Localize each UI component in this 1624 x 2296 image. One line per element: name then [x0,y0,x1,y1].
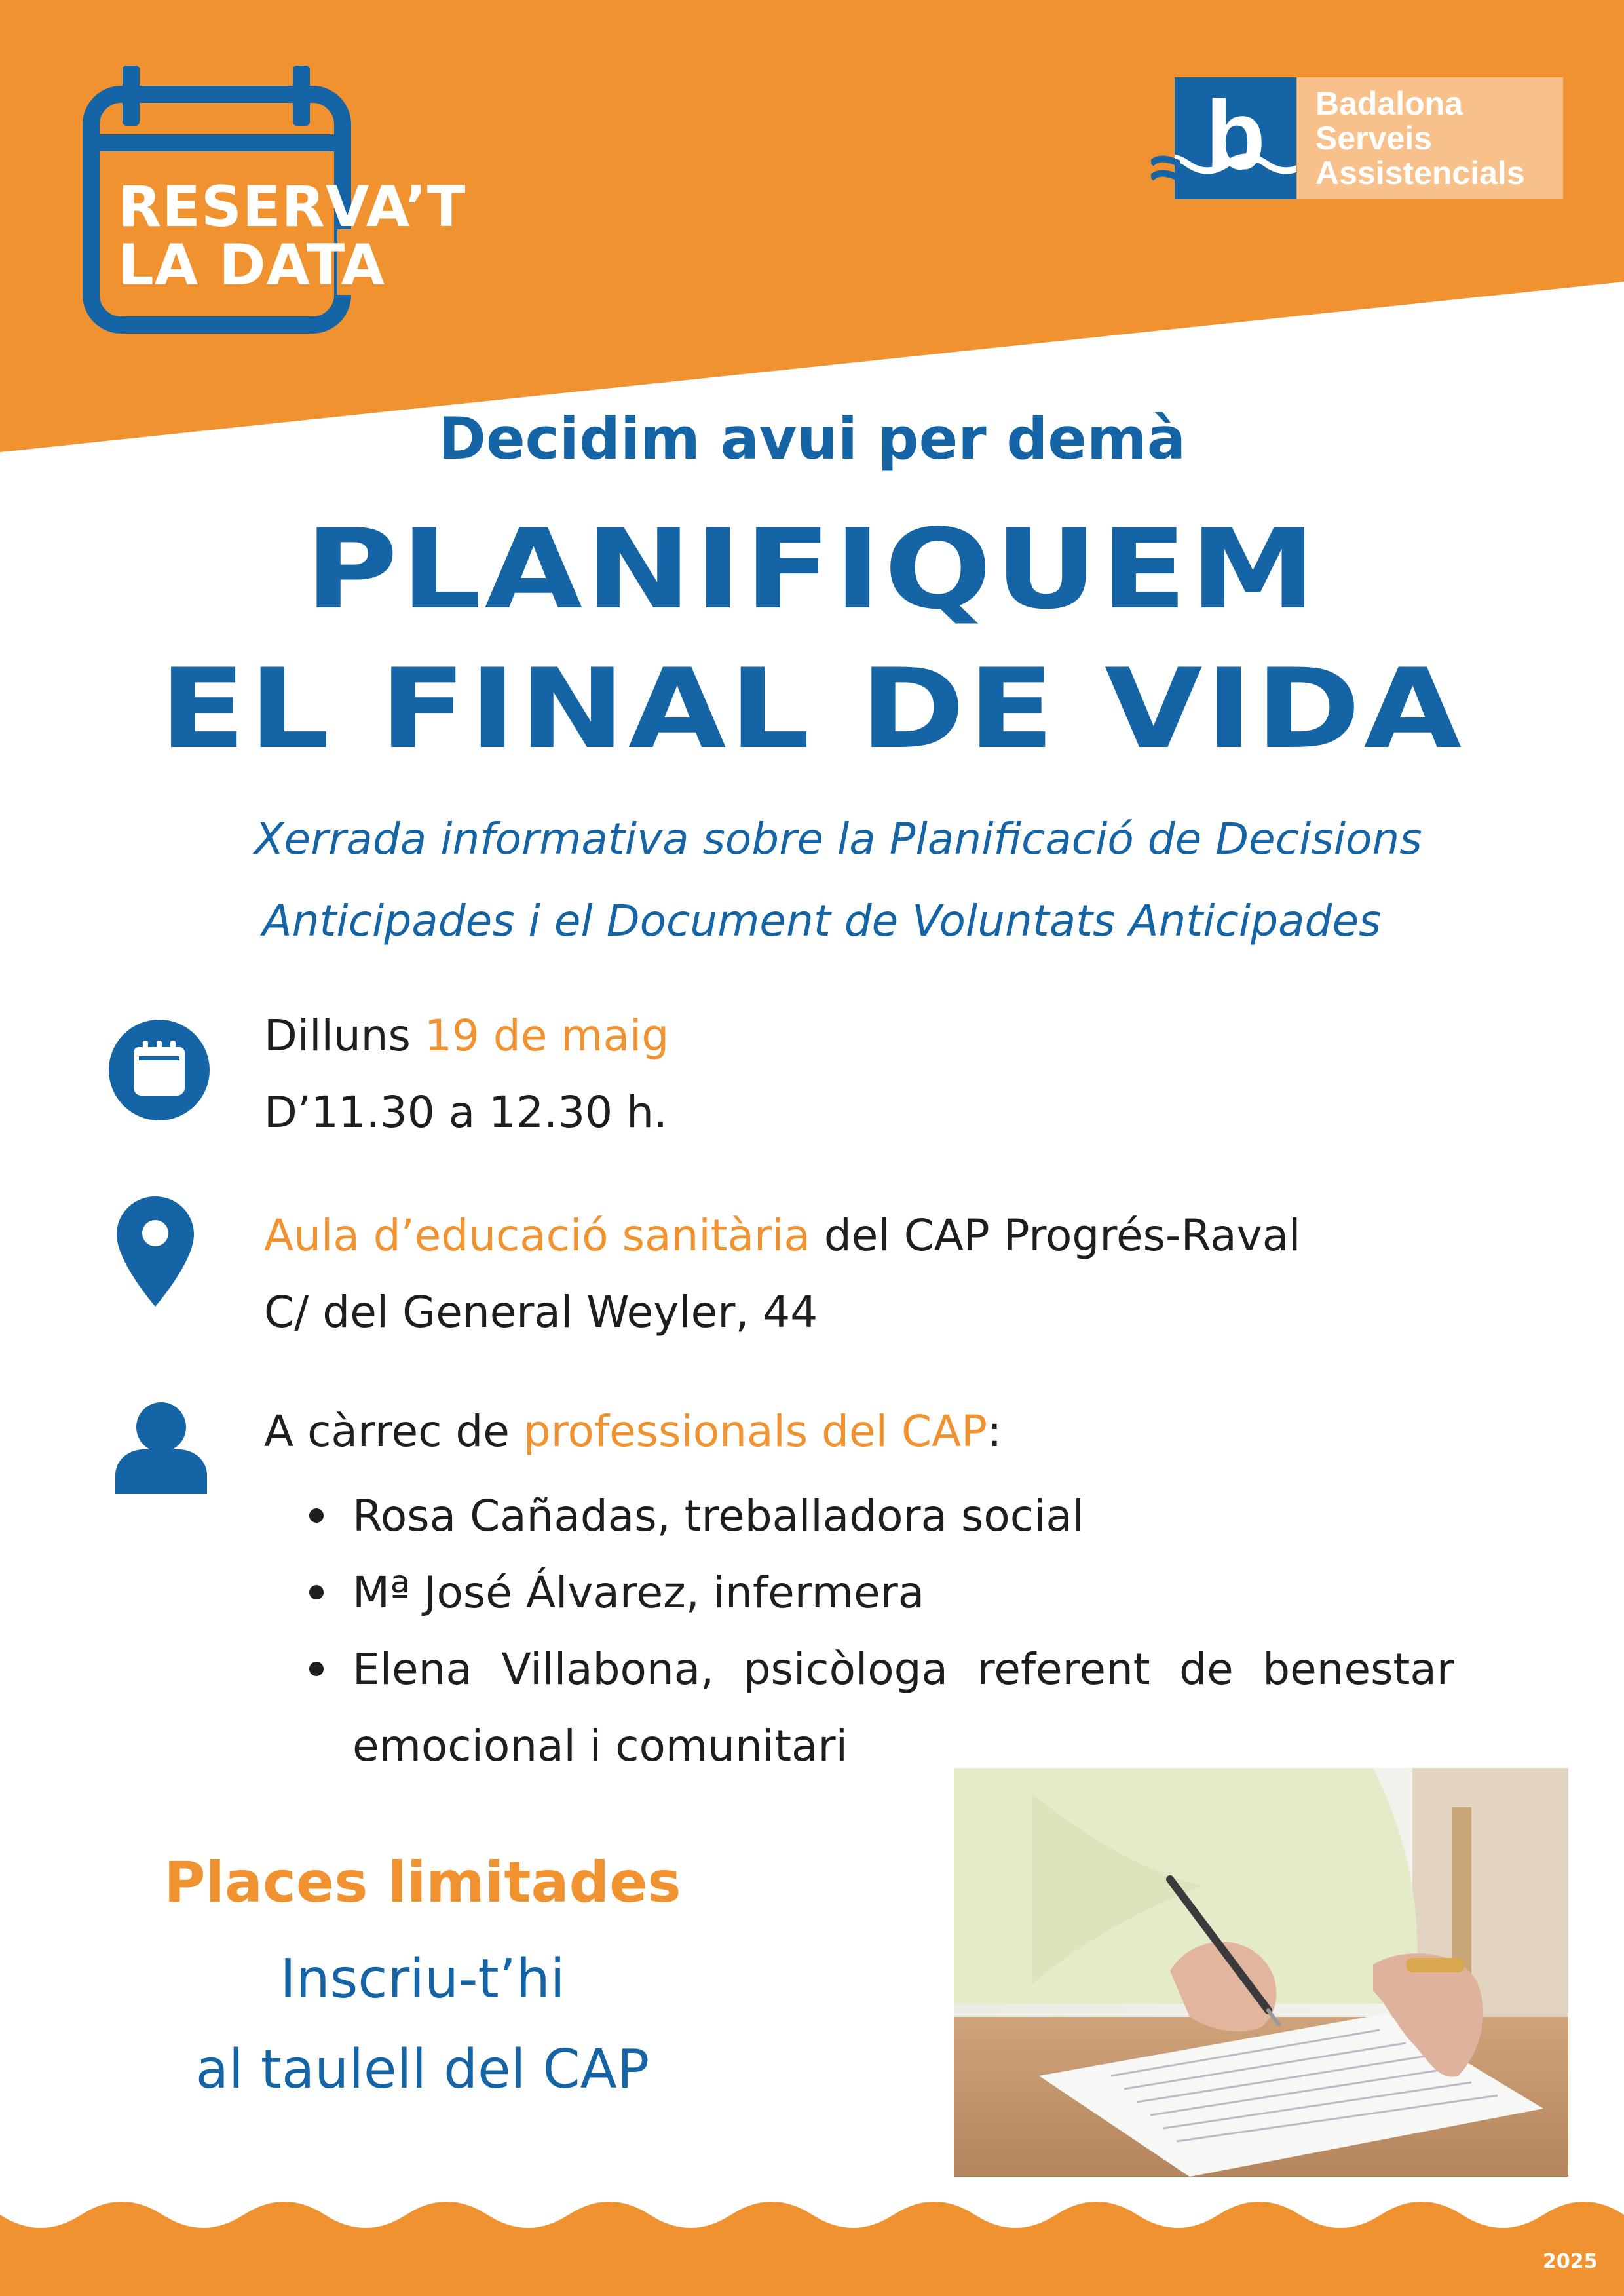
place-rest: del CAP Progrés-Raval [810,1210,1301,1261]
day-label: Dilluns [264,1010,425,1061]
limited-places-heading: Places limitades [164,1850,681,1915]
place-highlight: Aula d’educació sanitària [264,1210,810,1261]
logo-text-line-2: Serveis [1315,120,1432,157]
title-line-1: PLANIFIQUEM [305,505,1319,634]
date-highlight: 19 de maig [424,1010,670,1061]
logo-wave-icon [1151,149,1180,189]
footer-orange-wave [0,2202,1624,2296]
speaker-list [301,1478,1454,1784]
speakers-intro [264,1406,1002,1457]
event-date [264,1010,670,1061]
event-address: C/ del General Weyler, 44 [264,1287,818,1337]
badge-line-2: LA DATA [118,233,386,298]
logo-wordmark [1297,77,1563,199]
subtitle: Decidim avui per demà [438,405,1186,472]
by-highlight: professionals del CAP [523,1406,987,1457]
calendar-icon [109,1020,210,1120]
description-line-1: Xerrada informativa sobre la Planificació de Decisions [254,814,1422,864]
speaker-item: Mª José Álvarez, infermera [301,1554,1454,1631]
event-time: D’11.30 a 12.30 h. [264,1087,668,1138]
logo-b-icon [1175,77,1296,199]
badge-line-1: RESERVA’T [118,174,466,240]
logo-text-line-3: Assistencials [1315,155,1525,191]
logo-letter: b [1205,80,1266,190]
by-label: A càrrec de [264,1406,523,1457]
title-line-2: EL FINAL DE VIDA [159,645,1465,773]
signup-line-1: Inscriu-t’hi [280,1948,565,2010]
photo-elderly-hands-signing-document [954,1768,1568,2177]
by-colon: : [987,1406,1002,1457]
event-place [264,1210,1301,1261]
signup-line-2: al taulell del CAP [195,2038,650,2101]
person-icon [115,1402,207,1494]
location-pin-icon [117,1196,194,1307]
logo-text-line-1: Badalona [1315,85,1463,122]
year-label: 2025 [1543,2250,1598,2273]
speaker-item: Rosa Cañadas, treballadora social [301,1478,1454,1554]
description-line-2: Anticipades i el Document de Voluntats Anticipades [262,896,1382,946]
logo-mark [1175,77,1296,199]
speaker-item: Elena Villabona, psicòloga referent de benestar emocional i comunitari [301,1631,1454,1784]
